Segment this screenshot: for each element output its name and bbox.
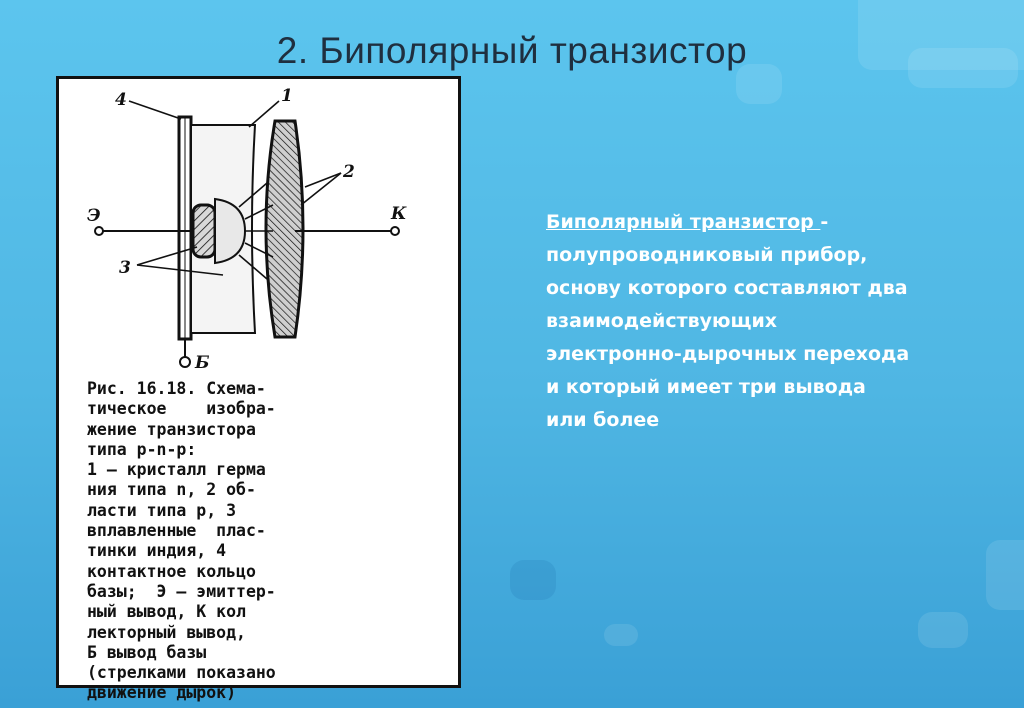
transistor-diagram xyxy=(73,87,443,372)
emitter-plate xyxy=(193,205,215,257)
caption-line: лекторный вывод, xyxy=(87,622,246,642)
caption-line: Б вывод базы xyxy=(87,642,207,662)
definition-line: и который имеет три вывода xyxy=(546,376,866,398)
label-crystal: 1 xyxy=(281,87,293,106)
definition-term: Биполярный транзистор xyxy=(546,211,821,233)
label-collector: К xyxy=(391,204,407,224)
label-plates: 3 xyxy=(119,258,131,278)
caption-line: 1 — кристалл герма xyxy=(87,460,266,480)
label-emitter: Э xyxy=(87,206,101,226)
background-tile xyxy=(510,560,556,600)
definition-line-0 xyxy=(546,206,1006,239)
collector-plate xyxy=(266,121,303,337)
label-ring: 4 xyxy=(115,90,127,110)
caption-line: Рис. 16.18. Схема- xyxy=(87,379,266,398)
definition-dash: - xyxy=(820,211,829,233)
definition-line: или более xyxy=(546,409,660,431)
figure-caption xyxy=(87,379,439,704)
caption-line: тинки индия, 4 xyxy=(87,541,227,561)
background-tile xyxy=(604,624,638,646)
caption-line: (стрелками показано xyxy=(87,663,276,683)
label-regions: 2 xyxy=(343,162,355,182)
definition-text xyxy=(546,206,1006,437)
background-tile xyxy=(918,612,968,648)
transistor-figure xyxy=(56,76,461,703)
definition-line: полупроводниковый прибор, xyxy=(546,244,868,266)
caption-line: вплавленные плас- xyxy=(87,521,266,541)
slide-title: 2. Биполярный транзистор xyxy=(276,30,748,71)
caption-line: типа p-n-p: xyxy=(87,439,197,459)
caption-line: тическое изобра- xyxy=(87,399,276,419)
caption-line: движение дырок) xyxy=(87,683,237,703)
caption-line: контактное кольцо xyxy=(87,561,256,581)
caption-line: базы; Э — эмиттер- xyxy=(87,581,276,601)
caption-line: ный вывод, К кол xyxy=(87,602,246,622)
definition-line: взаимодействующих xyxy=(546,310,778,332)
caption-line: ния типа n, 2 об- xyxy=(87,480,256,500)
caption-line: жение транзистора xyxy=(87,419,256,439)
caption-line: ласти типа p, 3 xyxy=(87,500,237,520)
definition-line: основу которого составляют два xyxy=(546,277,908,299)
definition-line: электронно-дырочных перехода xyxy=(546,343,910,365)
background-tile xyxy=(986,540,1024,610)
label-base: Б xyxy=(195,353,210,372)
